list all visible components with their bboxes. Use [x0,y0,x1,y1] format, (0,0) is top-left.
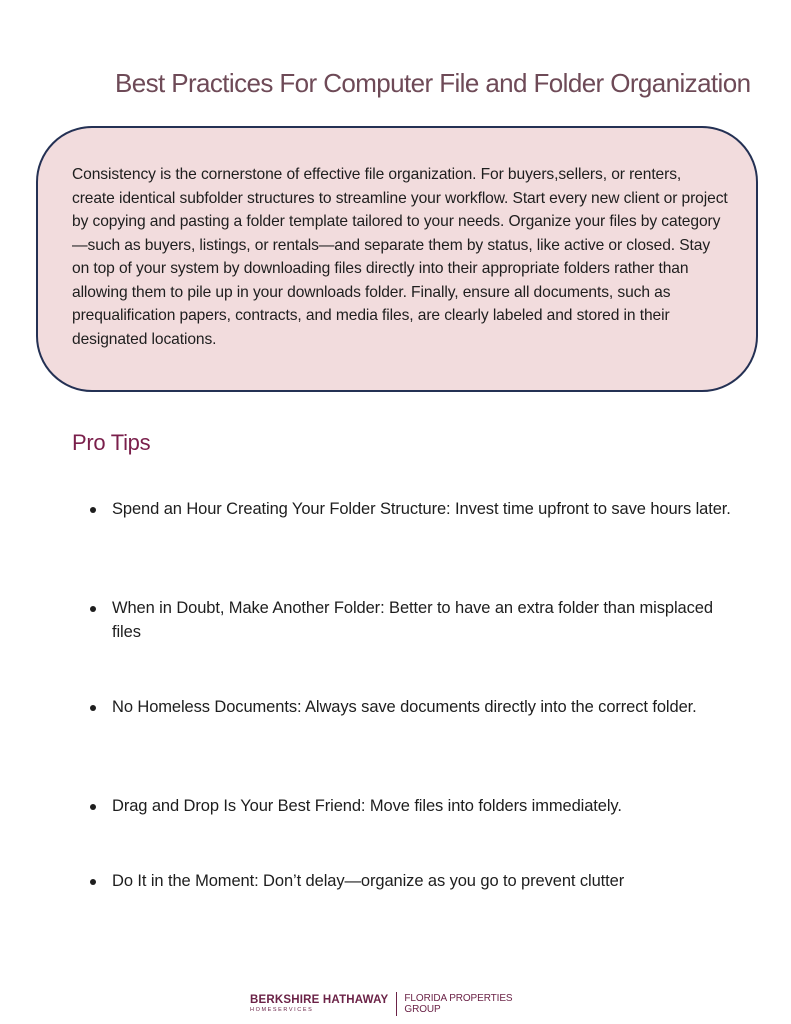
list-item [90,794,740,818]
bullet-icon [90,804,96,810]
brand-subtitle: HOMESERVICES [250,1007,314,1013]
list-item [90,869,740,893]
list-item [90,695,740,719]
brand-name: BERKSHIRE HATHAWAY [250,993,389,1006]
intro-callout-box [36,126,758,392]
list-item [90,596,740,644]
office-name: FLORIDA PROPERTIES GROUP [404,993,513,1015]
tip-text: When in Doubt, Make Another Folder: Better to have an extra folder than misplaced files [112,599,713,641]
intro-paragraph: Consistency is the cornerstone of effective file organization. For buyers,sellers, or renters, create identical subfolder structures to streamline your workflow. Start every new client or project by copying and pasting a folder template tailored to your needs. Organize your files by category—such as buyers, listings, or rentals—and separate them by status, like active or closed. Stay on top of your system by downloading files directly into their appropriate folders rather than allowing them to pile up in your downloads folder. Finally, ensure all documents, such as prequalification papers, contracts, and media files, are clearly labeled and stored in their designated locations. [72,166,728,348]
tip-text: No Homeless Documents: Always save documents directly into the correct folder. [112,698,697,716]
tip-text: Spend an Hour Creating Your Folder Structure: Invest time upfront to save hours later. [112,500,731,518]
list-item [90,497,740,521]
bullet-icon [90,507,96,513]
brand-divider [396,992,397,1016]
bullet-icon [90,705,96,711]
page-title: Best Practices For Computer File and Folder Organization [115,68,751,98]
pro-tips-heading: Pro Tips [72,430,151,455]
bullet-icon [90,879,96,885]
tip-text: Drag and Drop Is Your Best Friend: Move files into folders immediately. [112,797,622,815]
brand-wordmark [250,995,388,1014]
footer-brand-logo [250,991,524,1017]
bullet-icon [90,606,96,612]
tip-text: Do It in the Moment: Don’t delay—organize as you go to prevent clutter [112,872,625,890]
